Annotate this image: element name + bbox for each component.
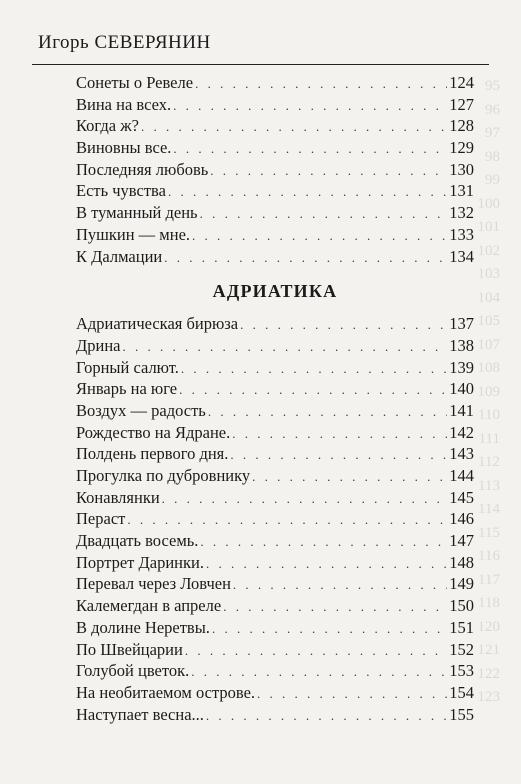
leader-dots: [195, 76, 447, 92]
toc-entry-title: Есть чувства: [76, 181, 166, 201]
toc-entry-page: 147: [449, 531, 474, 551]
toc-entry-page: 142: [449, 422, 474, 442]
bleed-through-number: 100: [477, 195, 500, 212]
bleed-through-number: 113: [478, 477, 500, 494]
toc-entry-title: Перевал через Ловчен: [76, 574, 231, 594]
toc-entry: [76, 336, 474, 358]
toc-entry: [76, 203, 474, 225]
toc-entry-title: Портрет Даринки.: [76, 552, 204, 572]
toc-entry-title: Двадцать восемь.: [76, 531, 199, 551]
toc-entry-page: 154: [449, 682, 474, 702]
toc-entry: [76, 683, 474, 705]
bleed-through-number: 98: [485, 148, 500, 165]
leader-dots: [233, 577, 447, 593]
bleed-through-number: 103: [477, 266, 500, 282]
bleed-through-number: 115: [478, 524, 500, 541]
toc-entry-title: Пераст: [76, 509, 126, 529]
leader-dots: [164, 250, 447, 266]
toc-entry-page: 140: [449, 379, 474, 399]
toc-entry-title: К Далмации: [76, 246, 163, 266]
toc-entry-page: 130: [449, 159, 474, 179]
toc-entry: [76, 225, 474, 247]
bleed-through-number: 107: [477, 336, 500, 353]
toc-entry-page: 143: [449, 444, 474, 464]
toc-entry-title: В долине Неретвы.: [76, 617, 210, 637]
toc-part-1: [76, 73, 474, 268]
leader-dots: [123, 339, 448, 355]
toc-entry-title: Горный салют.: [76, 357, 179, 377]
toc-part-2: [76, 314, 474, 726]
toc-entry-page: 138: [449, 335, 474, 355]
bleed-through-number: 95: [485, 78, 500, 94]
bleed-through-number: 122: [477, 665, 500, 682]
toc-entry: [76, 314, 474, 336]
toc-entry: [76, 705, 474, 727]
toc-entry: [76, 444, 474, 466]
toc-entry-page: 132: [449, 203, 474, 223]
toc-entry-title: Рождество на Ядране.: [76, 422, 231, 442]
toc-entry: [76, 181, 474, 203]
leader-dots: [210, 163, 447, 179]
leader-dots: [208, 404, 447, 420]
toc-entry: [76, 531, 474, 553]
bleed-through-number: 109: [477, 383, 500, 400]
bleed-through-number: 110: [478, 407, 500, 423]
toc-entry: [76, 596, 474, 618]
bleed-through-number: 104: [477, 289, 500, 306]
leader-dots: [173, 141, 447, 157]
toc-entry: [76, 466, 474, 488]
toc-entry: [76, 488, 474, 510]
leader-dots: [162, 491, 448, 507]
toc-entry-page: 139: [449, 357, 474, 377]
leader-dots: [252, 469, 447, 485]
leader-dots: [232, 426, 447, 442]
toc-entry-title: Полдень первого дня.: [76, 444, 229, 464]
bleed-through-number: 111: [478, 430, 500, 447]
bleed-through-number: 120: [477, 618, 500, 635]
toc-entry-title: В туманный день: [76, 203, 198, 223]
section-heading: АДРИАТИКА: [212, 280, 338, 301]
toc-entry: [76, 95, 474, 117]
toc-entry: [76, 423, 474, 445]
toc-entry-title: Прогулка по дубровнику: [76, 466, 251, 485]
toc-entry-title: Воздух — радость: [76, 400, 206, 420]
toc-entry-title: Вина на всех.: [76, 94, 172, 114]
toc-entry: [76, 379, 474, 401]
toc-entry-page: 131: [449, 181, 474, 201]
leader-dots: [191, 664, 447, 680]
toc-entry: [76, 661, 474, 683]
toc-entry-title: Конавлянки: [76, 487, 160, 507]
toc-entry-page: 134: [449, 246, 474, 266]
table-of-contents: [76, 73, 474, 726]
bleed-through-number: 101: [477, 219, 500, 235]
toc-entry: [76, 618, 474, 640]
toc-entry-title: Последняя любовь: [76, 159, 209, 179]
toc-entry: [76, 160, 474, 182]
leader-dots: [181, 361, 447, 377]
toc-entry-title: Январь на юге: [76, 379, 178, 399]
toc-entry-title: Пушкин — мне.: [76, 224, 191, 244]
bleed-through-number: 118: [478, 595, 500, 611]
bleed-through-number: 97: [485, 125, 500, 141]
toc-entry-title: Калемегдан в апреле: [76, 596, 222, 616]
toc-entry-page: 146: [449, 509, 474, 529]
toc-entry-title: Наступает весна...: [76, 704, 204, 724]
leader-dots: [230, 447, 447, 463]
toc-entry-title: Виновны все.: [76, 138, 172, 158]
toc-entry-page: 152: [449, 639, 474, 659]
toc-entry: [76, 247, 474, 269]
toc-entry-page: 129: [449, 138, 474, 158]
toc-entry: [76, 401, 474, 423]
author-title: Игорь СЕВЕРЯНИН: [38, 32, 211, 53]
bleed-through-number: 108: [477, 360, 500, 376]
toc-entry-page: 141: [449, 400, 474, 420]
toc-entry-page: 124: [449, 73, 474, 92]
leader-dots: [179, 382, 447, 398]
bleed-through-number: 121: [477, 642, 500, 658]
toc-entry-page: 127: [449, 94, 474, 114]
bleed-through-number: 96: [485, 101, 500, 118]
leader-dots: [223, 599, 447, 615]
toc-entry-title: Сонеты о Ревеле: [76, 73, 194, 92]
toc-entry: [76, 358, 474, 380]
leader-dots: [240, 317, 447, 333]
toc-entry-page: 145: [449, 487, 474, 507]
toc-entry-title: Адриатическая бирюза: [76, 314, 239, 334]
toc-entry-title: По Швейцарии: [76, 639, 183, 659]
bleed-through-number: 123: [477, 689, 500, 705]
leader-dots: [257, 686, 447, 702]
bleed-through-number: 112: [478, 454, 500, 470]
toc-entry-page: 128: [449, 116, 474, 136]
bleed-through-number: 117: [478, 571, 500, 588]
toc-entry-page: 155: [449, 704, 474, 724]
toc-entry-page: 137: [449, 314, 474, 334]
bleed-through-number: 99: [485, 172, 500, 188]
running-header: [32, 18, 489, 58]
toc-entry: [76, 73, 474, 95]
toc-entry: [76, 640, 474, 662]
leader-dots: [185, 643, 447, 659]
toc-entry-page: 151: [449, 617, 474, 637]
toc-entry-title: Когда ж?: [76, 116, 139, 136]
leader-dots: [168, 184, 447, 200]
bleed-through-number: 116: [478, 548, 500, 564]
leader-dots: [206, 708, 447, 724]
toc-entry: [76, 574, 474, 596]
header-rule: [32, 64, 489, 65]
toc-entry-page: 133: [449, 224, 474, 244]
toc-entry-page: 150: [449, 596, 474, 616]
toc-entry-page: 148: [449, 552, 474, 572]
leader-dots: [192, 228, 447, 244]
leader-dots: [212, 621, 447, 637]
toc-entry-title: На необитаемом острове.: [76, 682, 256, 702]
bleed-through-number: 105: [477, 313, 500, 329]
toc-entry-title: Дрина: [76, 335, 121, 355]
leader-dots: [173, 98, 447, 114]
toc-entry-page: 149: [449, 574, 474, 594]
toc-entry-page: 153: [449, 661, 474, 681]
leader-dots: [200, 206, 448, 222]
leader-dots: [127, 512, 447, 528]
toc-entry: [76, 509, 474, 531]
toc-entry-title: Голубой цветок.: [76, 661, 190, 681]
leader-dots: [206, 556, 447, 572]
leader-dots: [200, 534, 447, 550]
bleed-through-number: 114: [478, 501, 500, 517]
toc-entry-page: 144: [449, 466, 474, 485]
toc-entry: [76, 116, 474, 138]
toc-entry: [76, 553, 474, 575]
leader-dots: [141, 119, 447, 135]
toc-entry: [76, 138, 474, 160]
bleed-through-number: 102: [477, 242, 500, 259]
